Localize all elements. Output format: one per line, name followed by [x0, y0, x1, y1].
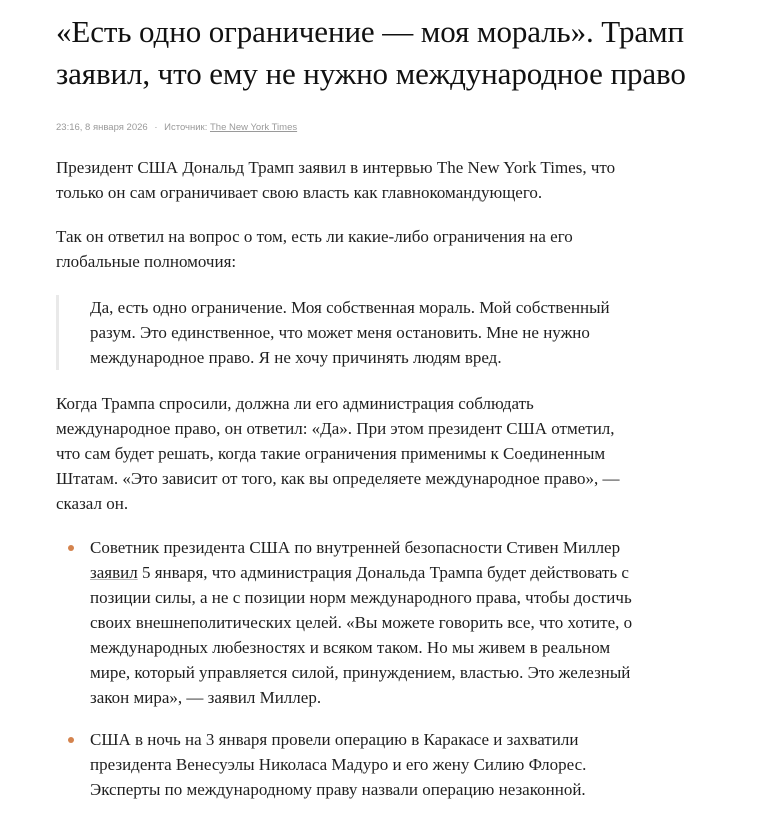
article-headline: «Есть одно ограничение — моя мораль». Трамп заявил, что ему не нужно международное право [56, 14, 686, 91]
list-item-text: США в ночь на 3 января провели операцию в Каракасе и захватили президента Венесуэлы Николаса Мадуро и его жену Силию Флорес. Эксперты по международному праву назвали операцию незаконной. [90, 730, 587, 799]
list-item [56, 727, 638, 802]
source-label: Источник: [164, 122, 208, 133]
list-item-text-continued: 5 января, что администрация Дональда Трампа будет действовать с позиции силы, а не с позиции норм международного права, чтобы достичь своих внешнеполитических целей. «Вы можете говорить все, что хотите, о международных любезностях и всяком таком. Но мы живем в реальном мире, который управляется силой, принуждением, властью. Это железный закон мира», — заявил Миллер. [90, 563, 633, 707]
bullet-dot-icon [68, 545, 74, 551]
paragraph-question: Так он ответил на вопрос о том, есть ли какие-либо ограничения на его глобальные полномочия: [56, 227, 573, 271]
article [56, 0, 746, 802]
list-item [56, 535, 638, 710]
source-link[interactable]: The New York Times [209, 122, 298, 133]
meta-separator: · [154, 122, 158, 133]
paragraph-after-quote: Когда Трампа спросили, должна ли его администрация соблюдать международное право, он ответил: «Да». При этом президент США отметил, что сам будет решать, когда такие ограничения применимы к Соединенным Штатам. «Это зависит от того, как вы определяете международное право», — сказал он. [56, 394, 620, 513]
article-meta [56, 121, 746, 135]
inline-link-stated[interactable]: заявил [90, 563, 138, 582]
quote-block: Да, есть одно ограничение. Моя собственная мораль. Мой собственный разум. Это единственное, что может меня остановить. Мне не нужно международное право. Я не хочу причинять людям вред. [56, 295, 644, 370]
list-item-text: Советник президента США по внутренней безопасности Стивен Миллер [90, 538, 621, 557]
related-news-list [56, 535, 638, 802]
bullet-dot-icon [68, 737, 74, 743]
publish-datetime: 23:16, 8 января 2026 [56, 122, 148, 133]
paragraph-intro: Президент США Дональд Трамп заявил в интервью The New York Times, что только он сам ограничивает свою власть как главнокомандующего. [56, 158, 616, 202]
